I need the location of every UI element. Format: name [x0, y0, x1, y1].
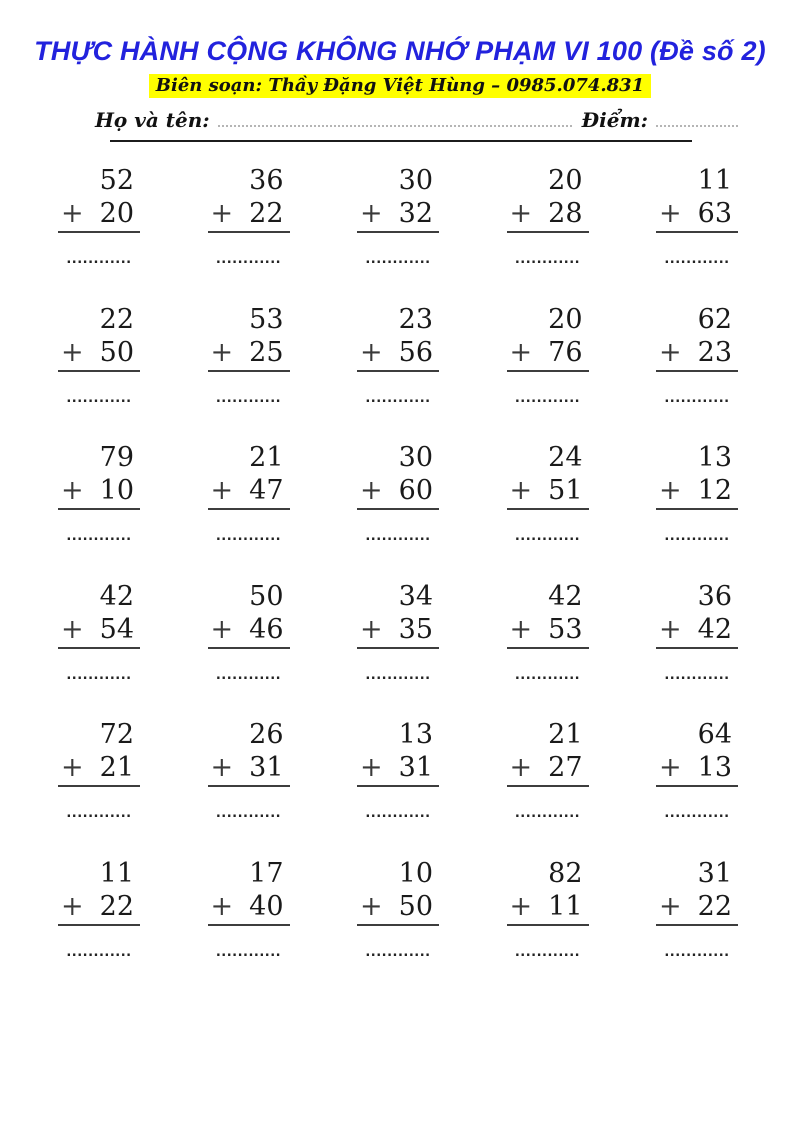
answer-dots-line[interactable]: ............	[215, 667, 282, 683]
bottom-addend: 23	[697, 336, 732, 368]
top-addend: 79	[99, 442, 134, 473]
bottom-addend: 53	[548, 613, 583, 645]
answer-dots-line[interactable]: ............	[664, 390, 730, 406]
answer-dots-line[interactable]: ............	[514, 806, 581, 821]
top-addend: 36	[249, 165, 284, 196]
bottom-addend-row	[58, 336, 140, 372]
bottom-addend-row	[208, 890, 290, 926]
answer-dots-line[interactable]: ............	[66, 806, 132, 821]
top-addend: 20	[548, 165, 583, 196]
bottom-addend-row	[507, 197, 589, 233]
bottom-addend: 28	[548, 198, 583, 229]
bottom-addend-row	[507, 474, 589, 510]
plus-sign: +	[509, 336, 533, 368]
answer-dots-line[interactable]: ............	[66, 252, 132, 267]
plus-sign: +	[360, 613, 383, 645]
top-addend: 34	[398, 580, 433, 612]
bottom-addend: 56	[398, 336, 433, 368]
top-addend: 11	[697, 165, 732, 196]
addition-problem	[507, 581, 589, 720]
plus-sign: +	[210, 613, 234, 645]
answer-dots-line[interactable]: ............	[66, 529, 132, 544]
top-addend: 30	[398, 165, 433, 196]
top-addend: 13	[398, 719, 433, 750]
plus-sign: +	[61, 336, 84, 368]
plus-sign: +	[61, 890, 84, 922]
top-addend: 22	[99, 303, 134, 335]
addition-problem	[656, 165, 738, 304]
answer-dots-line[interactable]: ............	[664, 529, 730, 544]
plus-sign: +	[659, 475, 682, 506]
answer-dots-line[interactable]: ............	[215, 806, 282, 821]
top-addend: 24	[548, 442, 583, 473]
top-addend: 23	[398, 303, 433, 335]
answer-dots-line[interactable]: ............	[664, 944, 730, 960]
bottom-addend: 10	[99, 475, 134, 506]
bottom-addend-row	[208, 474, 290, 510]
plus-sign: +	[659, 890, 682, 922]
score-fill-in-line[interactable]	[656, 107, 738, 127]
bottom-addend: 42	[697, 613, 732, 645]
bottom-addend: 11	[548, 890, 583, 922]
bottom-addend-row	[357, 613, 439, 649]
top-addend: 42	[99, 580, 134, 612]
addition-problem	[507, 304, 589, 443]
top-addend: 53	[249, 303, 284, 335]
name-score-row	[95, 107, 738, 132]
bottom-addend: 12	[697, 475, 732, 506]
bottom-addend-row	[58, 751, 140, 787]
header-divider	[110, 140, 692, 142]
plus-sign: +	[659, 613, 682, 645]
bottom-addend-row	[58, 197, 140, 233]
plus-sign: +	[659, 752, 682, 783]
addition-problem	[357, 304, 439, 443]
bottom-addend-row	[58, 890, 140, 926]
top-addend: 21	[548, 719, 583, 750]
bottom-addend-row	[656, 474, 738, 510]
top-addend: 50	[249, 580, 284, 612]
top-addend: 42	[548, 580, 583, 612]
top-addend: 11	[99, 857, 134, 889]
name-label: Họ và tên:	[95, 108, 210, 132]
answer-dots-line[interactable]: ............	[215, 390, 282, 406]
bottom-addend-row	[357, 890, 439, 926]
bottom-addend: 54	[99, 613, 134, 645]
addition-problem	[208, 304, 290, 443]
bottom-addend-row	[656, 751, 738, 787]
answer-dots-line[interactable]: ............	[365, 806, 431, 821]
answer-dots-line[interactable]: ............	[365, 252, 431, 267]
bottom-addend: 27	[548, 752, 583, 783]
plus-sign: +	[210, 475, 234, 506]
addition-problem	[208, 165, 290, 304]
bottom-addend: 47	[249, 475, 284, 506]
addition-problem	[656, 719, 738, 858]
top-addend: 10	[398, 857, 433, 889]
top-addend: 20	[548, 303, 583, 335]
bottom-addend-row	[357, 751, 439, 787]
top-addend: 36	[697, 580, 732, 612]
plus-sign: +	[210, 752, 234, 783]
bottom-addend: 25	[249, 336, 284, 368]
top-addend: 82	[548, 857, 583, 889]
addition-problem	[208, 442, 290, 581]
addition-problem	[357, 442, 439, 581]
answer-dots-line[interactable]: ............	[365, 667, 431, 683]
bottom-addend: 51	[548, 475, 583, 506]
bottom-addend-row	[656, 613, 738, 649]
addition-problem	[357, 165, 439, 304]
answer-dots-line[interactable]: ............	[66, 667, 132, 683]
top-addend: 72	[99, 719, 134, 750]
plus-sign: +	[360, 336, 383, 368]
subtitle-row	[0, 74, 800, 98]
addition-problem	[507, 442, 589, 581]
answer-dots-line[interactable]: ............	[514, 529, 581, 544]
answer-dots-line[interactable]: ............	[365, 390, 431, 406]
bottom-addend-row	[58, 613, 140, 649]
addition-problem	[357, 581, 439, 720]
bottom-addend: 50	[99, 336, 134, 368]
name-fill-in-line[interactable]	[218, 107, 572, 127]
bottom-addend: 50	[398, 890, 433, 922]
bottom-addend: 22	[249, 198, 284, 229]
addition-problem	[208, 719, 290, 858]
top-addend: 17	[249, 857, 284, 889]
bottom-addend: 76	[548, 336, 583, 368]
addition-problem	[656, 442, 738, 581]
answer-dots-line[interactable]: ............	[66, 944, 132, 960]
bottom-addend: 22	[99, 890, 134, 922]
plus-sign: +	[360, 890, 383, 922]
bottom-addend-row	[208, 613, 290, 649]
bottom-addend-row	[208, 336, 290, 372]
bottom-addend: 40	[249, 890, 284, 922]
plus-sign: +	[509, 475, 533, 506]
bottom-addend: 60	[398, 475, 433, 506]
answer-dots-line[interactable]: ............	[215, 529, 282, 544]
addition-problem	[208, 858, 290, 997]
plus-sign: +	[210, 336, 234, 368]
top-addend: 21	[249, 442, 284, 473]
plus-sign: +	[210, 890, 234, 922]
addition-problem	[58, 165, 140, 304]
top-addend: 30	[398, 442, 433, 473]
addition-problem	[357, 858, 439, 997]
answer-dots-line[interactable]: ............	[514, 252, 581, 267]
plus-sign: +	[360, 752, 383, 783]
bottom-addend: 46	[249, 613, 284, 645]
addition-problem	[58, 581, 140, 720]
top-addend: 52	[99, 165, 134, 196]
addition-problem	[656, 858, 738, 997]
addition-problem	[357, 719, 439, 858]
bottom-addend: 32	[398, 198, 433, 229]
answer-dots-line[interactable]: ............	[664, 806, 730, 821]
bottom-addend-row	[656, 890, 738, 926]
plus-sign: +	[61, 475, 84, 506]
answer-dots-line[interactable]: ............	[215, 252, 282, 267]
bottom-addend-row	[208, 197, 290, 233]
addition-problem	[208, 581, 290, 720]
plus-sign: +	[61, 613, 84, 645]
addition-problem	[656, 304, 738, 443]
bottom-addend-row	[507, 336, 589, 372]
top-addend: 26	[249, 719, 284, 750]
plus-sign: +	[360, 198, 383, 229]
answer-dots-line[interactable]: ............	[664, 667, 730, 683]
bottom-addend-row	[507, 613, 589, 649]
addition-problem	[656, 581, 738, 720]
plus-sign: +	[509, 752, 533, 783]
bottom-addend-row	[357, 336, 439, 372]
bottom-addend: 13	[697, 752, 732, 783]
plus-sign: +	[509, 890, 533, 922]
answer-dots-line[interactable]: ............	[514, 944, 581, 960]
addition-problem	[507, 719, 589, 858]
addition-problem	[58, 442, 140, 581]
bottom-addend-row	[507, 890, 589, 926]
bottom-addend-row	[357, 197, 439, 233]
top-addend: 13	[697, 442, 732, 473]
plus-sign: +	[659, 198, 682, 229]
addition-problem	[507, 858, 589, 997]
plus-sign: +	[61, 752, 84, 783]
bottom-addend: 35	[398, 613, 433, 645]
answer-dots-line[interactable]: ............	[66, 390, 132, 406]
bottom-addend: 21	[99, 752, 134, 783]
plus-sign: +	[61, 198, 84, 229]
answer-dots-line[interactable]: ............	[514, 667, 581, 683]
bottom-addend-row	[357, 474, 439, 510]
bottom-addend-row	[507, 751, 589, 787]
top-addend: 62	[697, 303, 732, 335]
plus-sign: +	[659, 336, 682, 368]
answer-dots-line[interactable]: ............	[664, 252, 730, 267]
addition-problem	[507, 165, 589, 304]
score-label: Điểm:	[581, 108, 648, 132]
problems-grid	[58, 165, 738, 996]
answer-dots-line[interactable]: ............	[365, 944, 431, 960]
page-title: THỰC HÀNH CỘNG KHÔNG NHỚ PHẠM VI 100 (Đề số 2)	[34, 36, 766, 66]
bottom-addend: 20	[99, 198, 134, 229]
bottom-addend: 22	[697, 890, 732, 922]
addition-problem	[58, 304, 140, 443]
bottom-addend: 63	[697, 198, 732, 229]
author-subtitle: Biên soạn: Thầy Đặng Việt Hùng – 0985.074.831	[149, 74, 651, 98]
plus-sign: +	[509, 198, 533, 229]
answer-dots-line[interactable]: ............	[365, 529, 431, 544]
addition-problem	[58, 719, 140, 858]
bottom-addend: 31	[249, 752, 284, 783]
answer-dots-line[interactable]: ............	[514, 390, 581, 406]
bottom-addend-row	[208, 751, 290, 787]
plus-sign: +	[509, 613, 533, 645]
answer-dots-line[interactable]: ............	[215, 944, 282, 960]
plus-sign: +	[360, 475, 383, 506]
bottom-addend: 31	[398, 752, 433, 783]
bottom-addend-row	[58, 474, 140, 510]
addition-problem	[58, 858, 140, 997]
bottom-addend-row	[656, 197, 738, 233]
top-addend: 64	[697, 719, 732, 750]
bottom-addend-row	[656, 336, 738, 372]
top-addend: 31	[697, 857, 732, 889]
plus-sign: +	[210, 198, 234, 229]
